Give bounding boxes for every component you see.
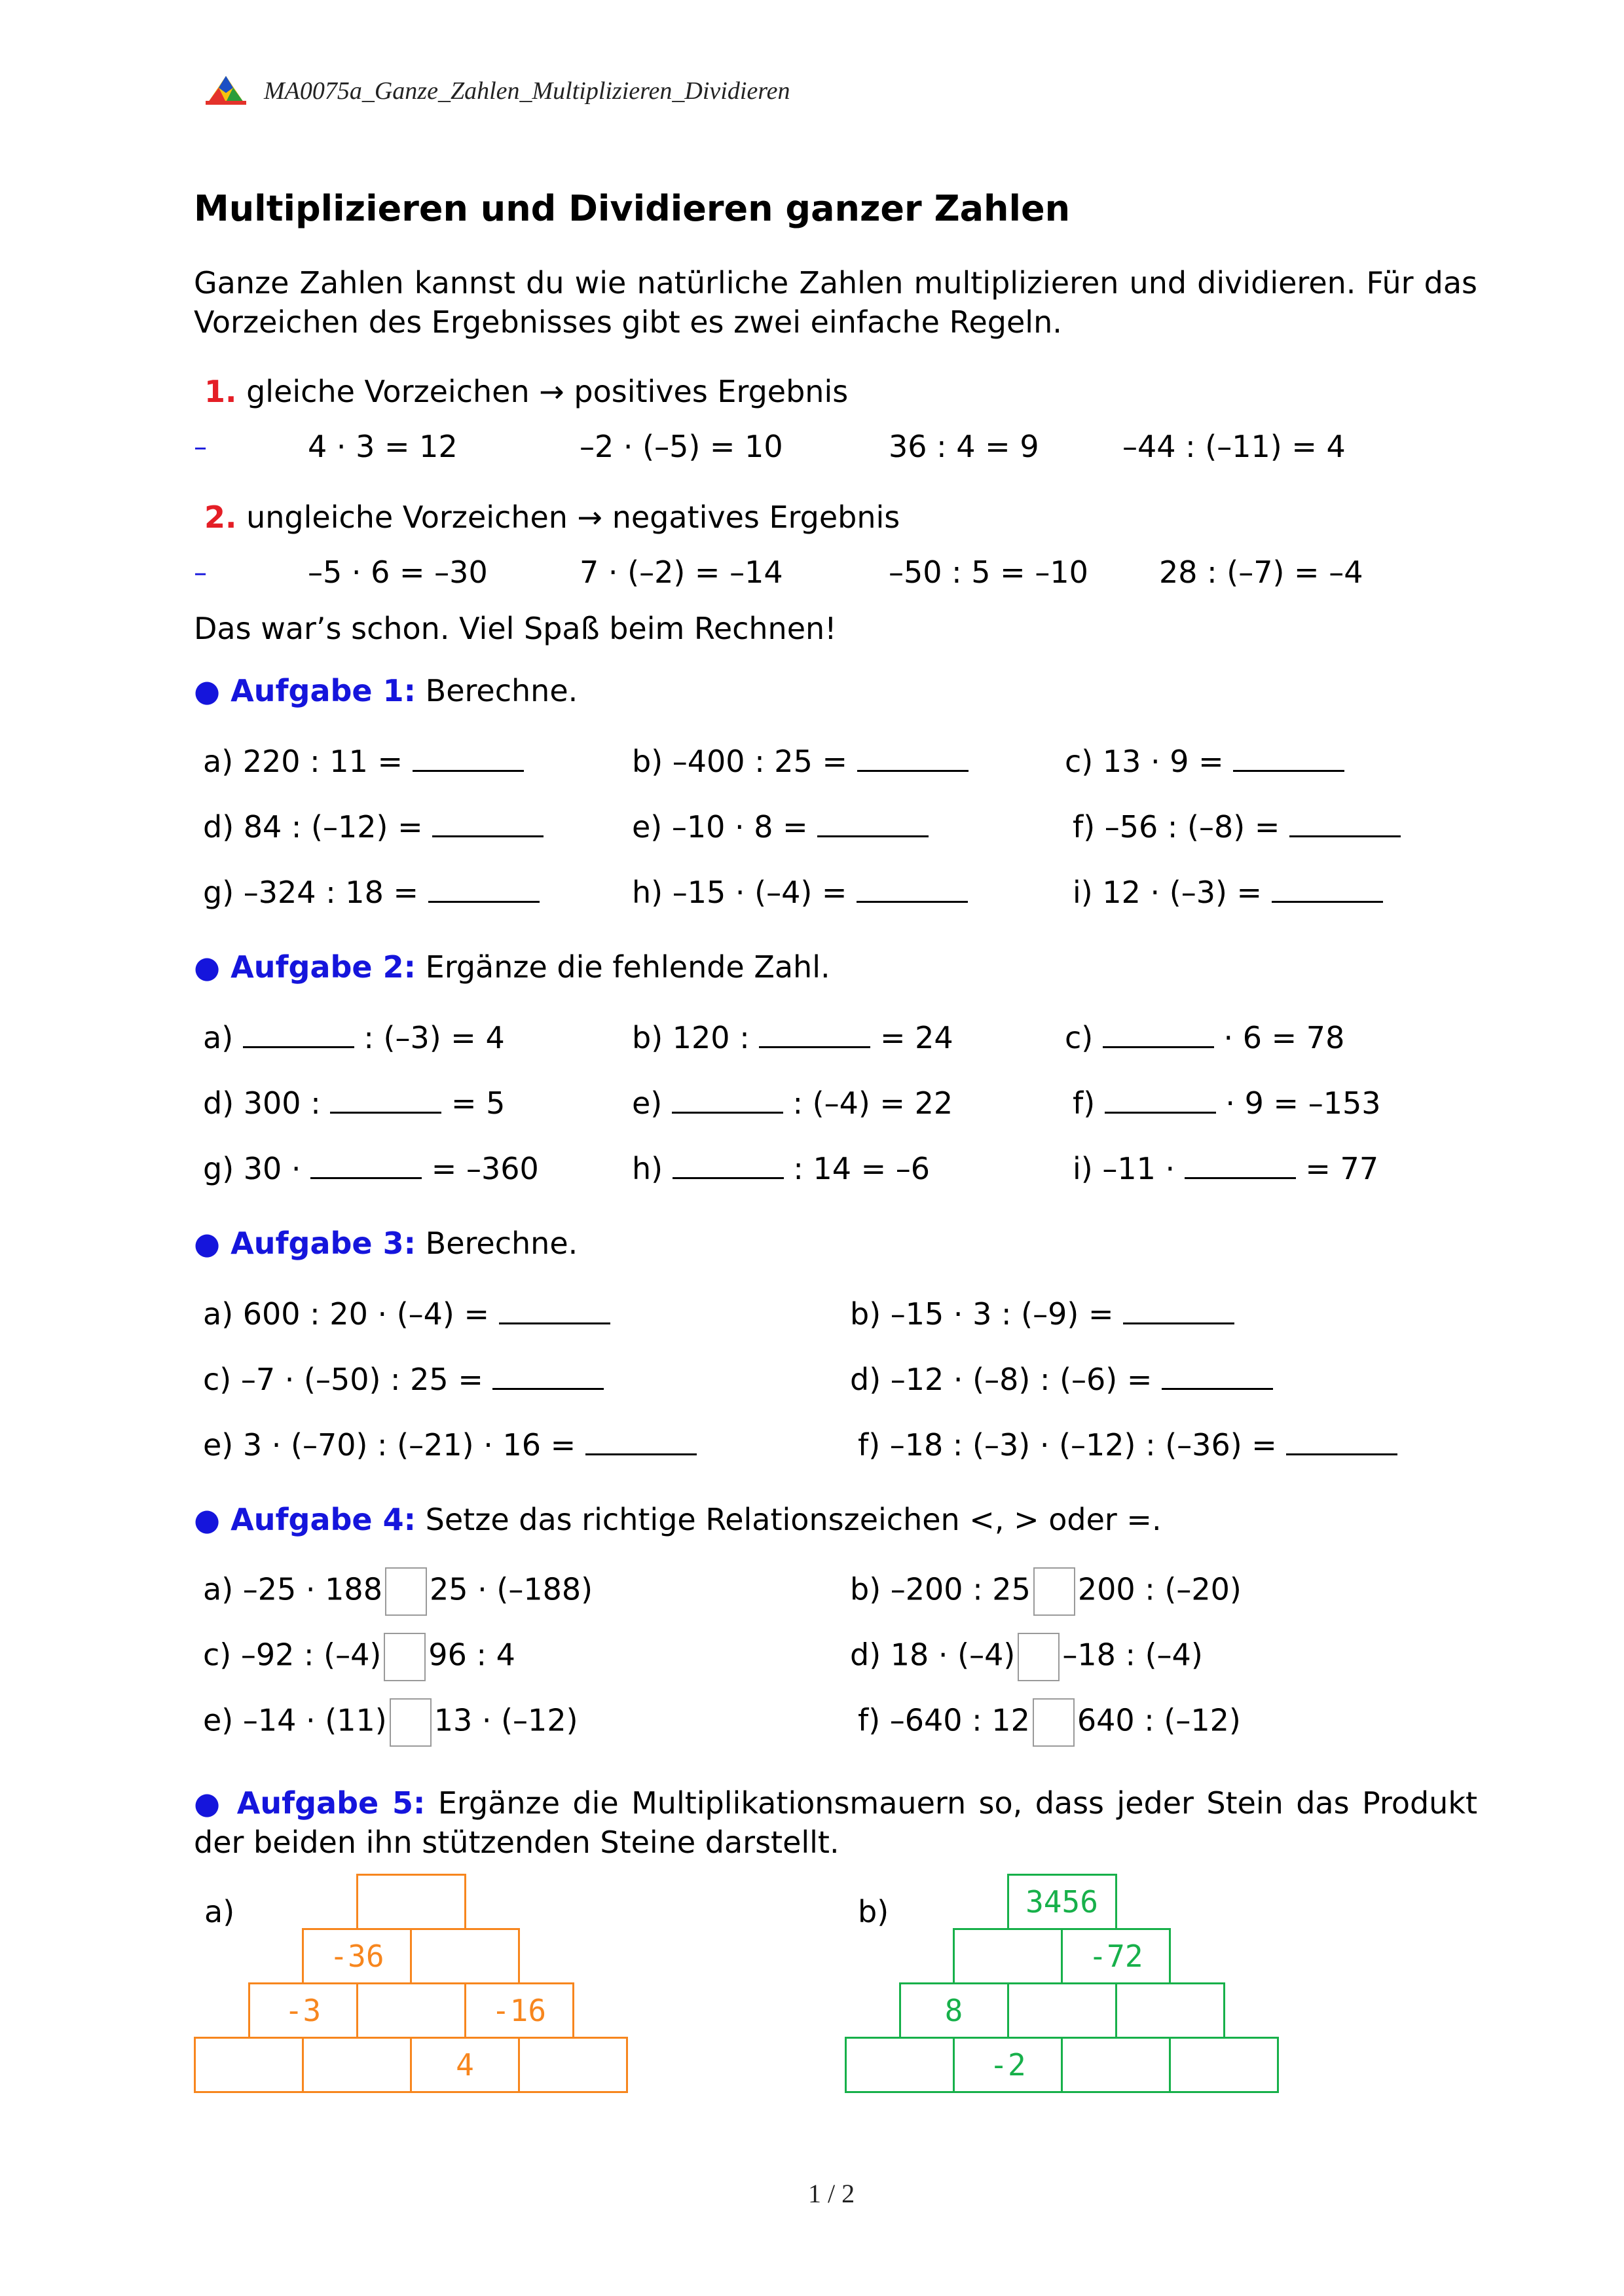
task-1-item-d: d) 84 : (–12) = [203,809,544,845]
rule-1-bullet: – [194,432,207,462]
task-1-item-i: i) 12 · (–3) = [1073,875,1383,910]
task-2-item-a: a) : (–3) = 4 [203,1020,505,1055]
wall-brick[interactable] [1169,2037,1279,2093]
wall-brick: 4 [410,2037,520,2093]
answer-blank[interactable] [857,879,968,903]
wall-brick: -16 [464,1982,574,2039]
answer-blank[interactable] [817,813,929,837]
task-3-item-c: c) –7 · (–50) : 25 = [203,1362,604,1397]
task-4-label: ● Aufgabe 4: [194,1502,416,1537]
answer-blank[interactable] [1103,1024,1214,1048]
answer-blank[interactable] [432,813,544,837]
wall-brick: 3456 [1007,1874,1117,1930]
rule-2-example-3: –50 : 5 = –10 [889,555,1088,590]
answer-blank[interactable] [330,1089,441,1114]
rule-2-number: 2. [204,500,237,535]
answer-blank[interactable] [413,748,524,772]
rule-1-text: gleiche Vorzeichen → positives Ergebnis [246,374,849,409]
wall-a-label: a) [204,1894,235,1929]
task-4-item-c: c) –92 : (–4) 96 : 4 [203,1633,515,1681]
task-4-instruction: Setze das richtige Relationszeichen <, > oder =. [425,1502,1162,1537]
task-2-item-d: d) 300 : = 5 [203,1085,506,1121]
wall-brick[interactable] [845,2037,955,2093]
page-title: Multiplizieren und Dividieren ganzer Zahlen [194,188,1071,229]
relation-box[interactable] [385,1567,427,1616]
task-1-item-e: e) –10 · 8 = [632,809,929,845]
task-4-item-f: f) –640 : 12 640 : (–12) [858,1698,1241,1747]
logo-icon [204,73,248,106]
task-2-item-g: g) 30 · = –360 [203,1151,539,1186]
task-3-item-d: d) –12 · (–8) : (–6) = [850,1362,1273,1397]
wall-brick: -3 [248,1982,358,2039]
rule-1-example-2: –2 · (–5) = 10 [580,429,783,464]
answer-blank[interactable] [243,1024,354,1048]
wall-brick[interactable] [410,1928,520,1984]
task-2-heading [194,949,830,985]
rule-1-heading [204,374,848,409]
wall-brick[interactable] [194,2037,304,2093]
answer-blank[interactable] [673,1155,784,1179]
rule-1-example-3: 36 : 4 = 9 [889,429,1039,464]
answer-blank[interactable] [857,748,969,772]
answer-blank[interactable] [428,879,540,903]
task-1-item-g: g) –324 : 18 = [203,875,540,910]
task-2-item-e: e) : (–4) = 22 [632,1085,953,1121]
rule-1-example-1: 4 · 3 = 12 [308,429,458,464]
relation-box[interactable] [1018,1633,1060,1681]
task-4-item-a: a) –25 · 188 25 · (–188) [203,1567,593,1616]
rule-1-example-4: –44 : (–11) = 4 [1122,429,1346,464]
task-2-item-b: b) 120 : = 24 [632,1020,953,1055]
answer-blank[interactable] [1272,879,1383,903]
task-2-item-i: i) –11 · = 77 [1073,1151,1379,1186]
relation-box[interactable] [384,1633,426,1681]
task-5-label: ● Aufgabe 5: [194,1785,426,1821]
wall-brick: -36 [302,1928,412,1984]
task-1-item-a: a) 220 : 11 = [203,744,524,779]
answer-blank[interactable] [499,1300,610,1324]
task-3-item-a: a) 600 : 20 · (–4) = [203,1296,610,1332]
task-1-label: ● Aufgabe 1: [194,673,416,708]
answer-blank[interactable] [1289,813,1401,837]
rule-2-text: ungleiche Vorzeichen → negatives Ergebnis [246,500,900,535]
rule-2-example-2: 7 · (–2) = –14 [580,555,783,590]
wall-brick[interactable] [1115,1982,1225,2039]
outro-text: Das war’s schon. Viel Spaß beim Rechnen! [194,611,837,646]
wall-brick: -72 [1061,1928,1171,1984]
wall-brick[interactable] [1007,1982,1117,2039]
task-3-item-f: f) –18 : (–3) · (–12) : (–36) = [858,1427,1397,1463]
task-1-item-c: c) 13 · 9 = [1065,744,1344,779]
answer-blank[interactable] [1123,1300,1234,1324]
intro-text: Ganze Zahlen kannst du wie natürliche Zahlen multiplizieren und dividieren. Für das Vorzeichen des Ergebnisses gibt es zwei einfache Regeln. [194,265,1477,340]
rule-2-bullet: – [194,558,207,588]
task-2-item-h: h) : 14 = –6 [632,1151,931,1186]
task-1-item-f: f) –56 : (–8) = [1073,809,1401,845]
header-filename: MA0075a_Ganze_Zahlen_Multiplizieren_Dividieren [264,77,790,105]
task-2-item-f: f) · 9 = –153 [1073,1085,1381,1121]
answer-blank[interactable] [1233,748,1344,772]
answer-blank[interactable] [1105,1089,1216,1114]
wall-brick[interactable] [302,2037,412,2093]
answer-blank[interactable] [1185,1155,1296,1179]
page-number: 1 / 2 [808,2179,855,2208]
answer-blank[interactable] [585,1431,697,1455]
wall-brick[interactable] [356,1874,466,1930]
rule-2-heading [204,500,900,535]
task-5-heading [194,1783,1477,1862]
wall-brick: 8 [899,1982,1009,2039]
wall-brick[interactable] [356,1982,466,2039]
wall-b-label: b) [858,1894,889,1929]
task-3-item-b: b) –15 · 3 : (–9) = [850,1296,1234,1332]
task-5-instruction: Ergänze die Multiplikationsmauern so, dass jeder Stein das Produkt der beiden ihn stützenden Steine darstellt. [194,1785,1478,1860]
answer-blank[interactable] [672,1089,783,1114]
wall-brick[interactable] [953,1928,1063,1984]
answer-blank[interactable] [759,1024,870,1048]
answer-blank[interactable] [310,1155,422,1179]
task-2-item-c: c) · 6 = 78 [1065,1020,1345,1055]
task-2-label: ● Aufgabe 2: [194,949,416,985]
answer-blank[interactable] [1286,1431,1397,1455]
task-1-item-b: b) –400 : 25 = [632,744,969,779]
task-3-heading [194,1226,578,1261]
task-3-item-e: e) 3 · (–70) : (–21) · 16 = [203,1427,697,1463]
wall-brick[interactable] [1061,2037,1171,2093]
task-2-instruction: Ergänze die fehlende Zahl. [425,949,830,985]
task-3-instruction: Berechne. [425,1226,578,1261]
rule-2-example-1: –5 · 6 = –30 [308,555,488,590]
wall-brick: -2 [953,2037,1063,2093]
rule-1-number: 1. [204,374,237,409]
task-1-instruction: Berechne. [425,673,578,708]
relation-box[interactable] [1033,1567,1075,1616]
task-4-heading [194,1502,1162,1537]
task-4-item-d: d) 18 · (–4) –18 : (–4) [850,1633,1203,1681]
wall-brick[interactable] [518,2037,628,2093]
task-1-item-h: h) –15 · (–4) = [632,875,968,910]
relation-box[interactable] [390,1698,432,1747]
task-4-item-e: e) –14 · (11) 13 · (–12) [203,1698,578,1747]
rule-2-example-4: 28 : (–7) = –4 [1159,555,1363,590]
answer-blank[interactable] [1162,1366,1273,1390]
answer-blank[interactable] [492,1366,604,1390]
task-1-heading [194,673,578,708]
relation-box[interactable] [1033,1698,1075,1747]
task-3-label: ● Aufgabe 3: [194,1226,416,1261]
task-4-item-b: b) –200 : 25 200 : (–20) [850,1567,1242,1616]
